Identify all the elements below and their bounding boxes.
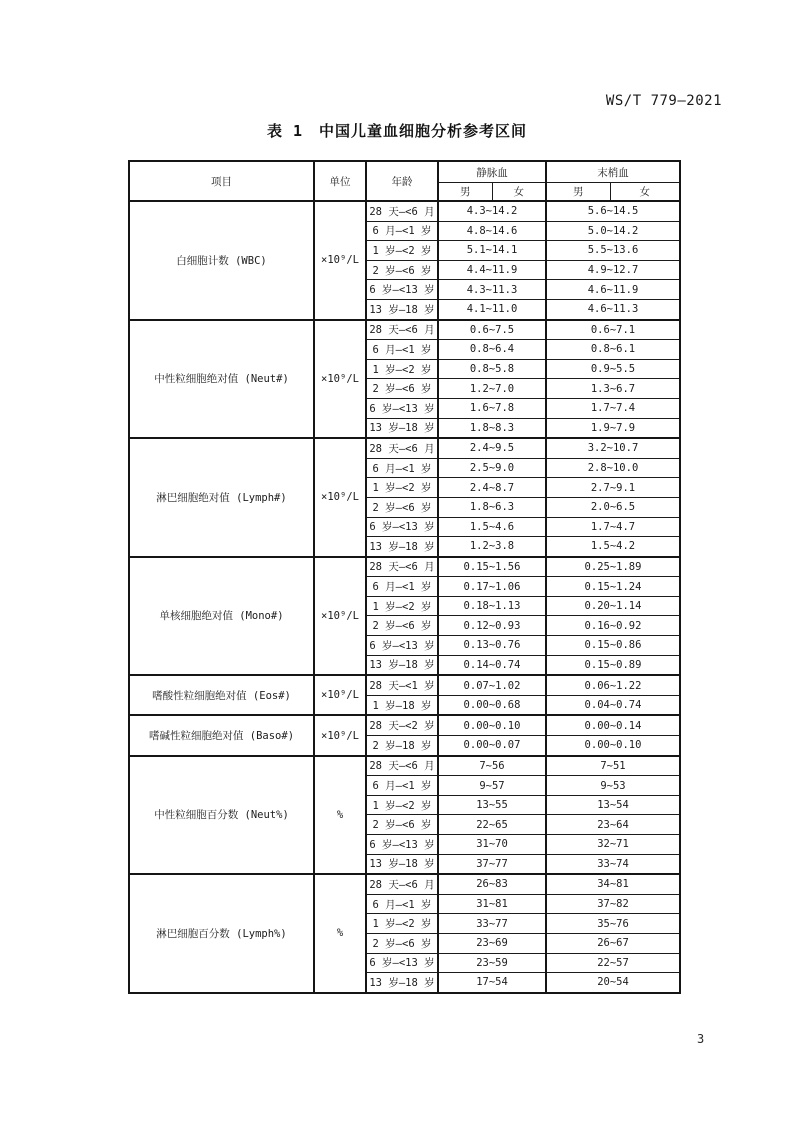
venous-value-cell: 33~77: [438, 914, 546, 934]
capillary-value-cell: 22~57: [546, 953, 680, 973]
venous-value-cell: 0.07~1.02: [438, 675, 546, 695]
age-cell: 28 天—<2 岁: [366, 715, 438, 735]
age-cell: 2 岁—18 岁: [366, 736, 438, 756]
capillary-value-cell: 0.15~1.24: [546, 577, 680, 597]
venous-value-cell: 0.8~5.8: [438, 359, 546, 379]
venous-value-cell: 0.00~0.07: [438, 736, 546, 756]
age-cell: 6 月—<1 岁: [366, 894, 438, 914]
age-cell: 28 天—<6 月: [366, 874, 438, 894]
header-item: 项目: [129, 161, 314, 201]
table-body: [129, 201, 680, 993]
venous-value-cell: 2.4~8.7: [438, 478, 546, 498]
capillary-value-cell: 9~53: [546, 776, 680, 796]
venous-value-cell: 1.6~7.8: [438, 398, 546, 418]
item-cell: 单核细胞绝对值 (Mono#): [129, 557, 314, 676]
capillary-value-cell: 5.6~14.5: [546, 201, 680, 221]
capillary-value-cell: 4.9~12.7: [546, 260, 680, 280]
venous-value-cell: 9~57: [438, 776, 546, 796]
venous-value-cell: 17~54: [438, 973, 546, 993]
capillary-value-cell: 7~51: [546, 756, 680, 776]
table-row: [129, 201, 680, 221]
table-row: [129, 438, 680, 458]
venous-value-cell: 1.2~7.0: [438, 379, 546, 399]
age-cell: 28 天—<6 月: [366, 438, 438, 458]
capillary-value-cell: 33~74: [546, 854, 680, 874]
table-row: [129, 874, 680, 894]
item-cell: 中性粒细胞绝对值 (Neut#): [129, 320, 314, 439]
table-row: [129, 675, 680, 695]
unit-cell: ×10⁹/L: [314, 675, 366, 715]
age-cell: 6 月—<1 岁: [366, 340, 438, 360]
header-capillary-male: 男: [546, 183, 610, 202]
capillary-value-cell: 13~54: [546, 795, 680, 815]
capillary-value-cell: 20~54: [546, 973, 680, 993]
venous-value-cell: 0.18~1.13: [438, 596, 546, 616]
unit-cell: %: [314, 756, 366, 875]
age-cell: 6 岁—<13 岁: [366, 953, 438, 973]
capillary-value-cell: 23~64: [546, 815, 680, 835]
capillary-value-cell: 0.00~0.14: [546, 715, 680, 735]
capillary-value-cell: 0.04~0.74: [546, 695, 680, 715]
venous-value-cell: 1.8~8.3: [438, 418, 546, 438]
age-cell: 1 岁—<2 岁: [366, 914, 438, 934]
capillary-value-cell: 0.25~1.89: [546, 557, 680, 577]
header-capillary-female: 女: [610, 183, 680, 202]
venous-value-cell: 23~69: [438, 933, 546, 953]
capillary-value-cell: 1.7~7.4: [546, 398, 680, 418]
venous-value-cell: 1.2~3.8: [438, 537, 546, 557]
table-row: [129, 715, 680, 735]
capillary-value-cell: 32~71: [546, 835, 680, 855]
page-number: 3: [697, 1032, 705, 1046]
table-row: [129, 320, 680, 340]
capillary-value-cell: 0.00~0.10: [546, 736, 680, 756]
age-cell: 1 岁—<2 岁: [366, 478, 438, 498]
venous-value-cell: 13~55: [438, 795, 546, 815]
age-cell: 6 月—<1 岁: [366, 458, 438, 478]
age-cell: 1 岁—<2 岁: [366, 795, 438, 815]
venous-value-cell: 0.00~0.68: [438, 695, 546, 715]
capillary-value-cell: 4.6~11.9: [546, 280, 680, 300]
age-cell: 28 天—<6 月: [366, 201, 438, 221]
capillary-value-cell: 1.7~4.7: [546, 517, 680, 537]
age-cell: 28 天—<6 月: [366, 320, 438, 340]
header-row-1: [129, 161, 680, 183]
venous-value-cell: 22~65: [438, 815, 546, 835]
capillary-value-cell: 0.06~1.22: [546, 675, 680, 695]
age-cell: 6 月—<1 岁: [366, 221, 438, 241]
venous-value-cell: 0.8~6.4: [438, 340, 546, 360]
age-cell: 28 天—<6 月: [366, 756, 438, 776]
venous-value-cell: 4.4~11.9: [438, 260, 546, 280]
item-cell: 白细胞计数 (WBC): [129, 201, 314, 320]
unit-cell: ×10⁹/L: [314, 557, 366, 676]
capillary-value-cell: 37~82: [546, 894, 680, 914]
age-cell: 13 岁—18 岁: [366, 299, 438, 319]
venous-value-cell: 2.4~9.5: [438, 438, 546, 458]
capillary-value-cell: 0.6~7.1: [546, 320, 680, 340]
table-header: [129, 161, 680, 201]
item-cell: 淋巴细胞百分数 (Lymph%): [129, 874, 314, 993]
age-cell: 13 岁—18 岁: [366, 854, 438, 874]
capillary-value-cell: 2.8~10.0: [546, 458, 680, 478]
capillary-value-cell: 1.5~4.2: [546, 537, 680, 557]
header-unit: 单位: [314, 161, 366, 201]
venous-value-cell: 4.3~14.2: [438, 201, 546, 221]
age-cell: 6 月—<1 岁: [366, 577, 438, 597]
capillary-value-cell: 2.7~9.1: [546, 478, 680, 498]
age-cell: 2 岁—<6 岁: [366, 933, 438, 953]
venous-value-cell: 4.8~14.6: [438, 221, 546, 241]
capillary-value-cell: 0.15~0.86: [546, 636, 680, 656]
capillary-value-cell: 35~76: [546, 914, 680, 934]
item-cell: 中性粒细胞百分数 (Neut%): [129, 756, 314, 875]
doc-number: WS/T 779—2021: [605, 93, 722, 109]
capillary-value-cell: 0.15~0.89: [546, 655, 680, 675]
venous-value-cell: 26~83: [438, 874, 546, 894]
header-venous-blood: 静脉血: [438, 161, 546, 183]
capillary-value-cell: 1.9~7.9: [546, 418, 680, 438]
unit-cell: ×10⁹/L: [314, 320, 366, 439]
capillary-value-cell: 26~67: [546, 933, 680, 953]
capillary-value-cell: 34~81: [546, 874, 680, 894]
age-cell: 6 岁—<13 岁: [366, 280, 438, 300]
venous-value-cell: 0.12~0.93: [438, 616, 546, 636]
venous-value-cell: 4.3~11.3: [438, 280, 546, 300]
age-cell: 6 岁—<13 岁: [366, 517, 438, 537]
venous-value-cell: 37~77: [438, 854, 546, 874]
age-cell: 1 岁—<2 岁: [366, 596, 438, 616]
venous-value-cell: 4.1~11.0: [438, 299, 546, 319]
age-cell: 6 岁—<13 岁: [366, 636, 438, 656]
capillary-value-cell: 1.3~6.7: [546, 379, 680, 399]
capillary-value-cell: 2.0~6.5: [546, 497, 680, 517]
capillary-value-cell: 5.5~13.6: [546, 241, 680, 261]
venous-value-cell: 1.5~4.6: [438, 517, 546, 537]
age-cell: 2 岁—<6 岁: [366, 815, 438, 835]
age-cell: 13 岁—18 岁: [366, 655, 438, 675]
venous-value-cell: 7~56: [438, 756, 546, 776]
age-cell: 13 岁—18 岁: [366, 418, 438, 438]
venous-value-cell: 23~59: [438, 953, 546, 973]
capillary-value-cell: 0.9~5.5: [546, 359, 680, 379]
venous-value-cell: 1.8~6.3: [438, 497, 546, 517]
table-row: [129, 756, 680, 776]
age-cell: 6 月—<1 岁: [366, 776, 438, 796]
unit-cell: ×10⁹/L: [314, 201, 366, 320]
unit-cell: %: [314, 874, 366, 993]
age-cell: 2 岁—<6 岁: [366, 260, 438, 280]
age-cell: 1 岁—<2 岁: [366, 359, 438, 379]
reference-interval-table: [128, 160, 681, 994]
capillary-value-cell: 5.0~14.2: [546, 221, 680, 241]
unit-cell: ×10⁹/L: [314, 438, 366, 557]
age-cell: 2 岁—<6 岁: [366, 616, 438, 636]
age-cell: 28 天—<1 岁: [366, 675, 438, 695]
item-cell: 淋巴细胞绝对值 (Lymph#): [129, 438, 314, 557]
header-age: 年龄: [366, 161, 438, 201]
header-venous-female: 女: [492, 183, 546, 202]
venous-value-cell: 0.17~1.06: [438, 577, 546, 597]
item-cell: 嗜碱性粒细胞绝对值 (Baso#): [129, 715, 314, 755]
unit-cell: ×10⁹/L: [314, 715, 366, 755]
age-cell: 1 岁—<2 岁: [366, 241, 438, 261]
table-row: [129, 557, 680, 577]
venous-value-cell: 2.5~9.0: [438, 458, 546, 478]
age-cell: 28 天—<6 月: [366, 557, 438, 577]
venous-value-cell: 31~81: [438, 894, 546, 914]
header-capillary-blood: 末梢血: [546, 161, 680, 183]
venous-value-cell: 5.1~14.1: [438, 241, 546, 261]
capillary-value-cell: 0.16~0.92: [546, 616, 680, 636]
age-cell: 13 岁—18 岁: [366, 973, 438, 993]
header-venous-male: 男: [438, 183, 492, 202]
age-cell: 1 岁—18 岁: [366, 695, 438, 715]
capillary-value-cell: 0.8~6.1: [546, 340, 680, 360]
age-cell: 6 岁—<13 岁: [366, 835, 438, 855]
age-cell: 2 岁—<6 岁: [366, 379, 438, 399]
venous-value-cell: 0.14~0.74: [438, 655, 546, 675]
venous-value-cell: 31~70: [438, 835, 546, 855]
venous-value-cell: 0.6~7.5: [438, 320, 546, 340]
venous-value-cell: 0.00~0.10: [438, 715, 546, 735]
item-cell: 嗜酸性粒细胞绝对值 (Eos#): [129, 675, 314, 715]
capillary-value-cell: 4.6~11.3: [546, 299, 680, 319]
capillary-value-cell: 3.2~10.7: [546, 438, 680, 458]
capillary-value-cell: 0.20~1.14: [546, 596, 680, 616]
age-cell: 13 岁—18 岁: [366, 537, 438, 557]
venous-value-cell: 0.13~0.76: [438, 636, 546, 656]
age-cell: 2 岁—<6 岁: [366, 497, 438, 517]
venous-value-cell: 0.15~1.56: [438, 557, 546, 577]
table-title: 表 1 中国儿童血细胞分析参考区间: [266, 122, 528, 140]
age-cell: 6 岁—<13 岁: [366, 398, 438, 418]
